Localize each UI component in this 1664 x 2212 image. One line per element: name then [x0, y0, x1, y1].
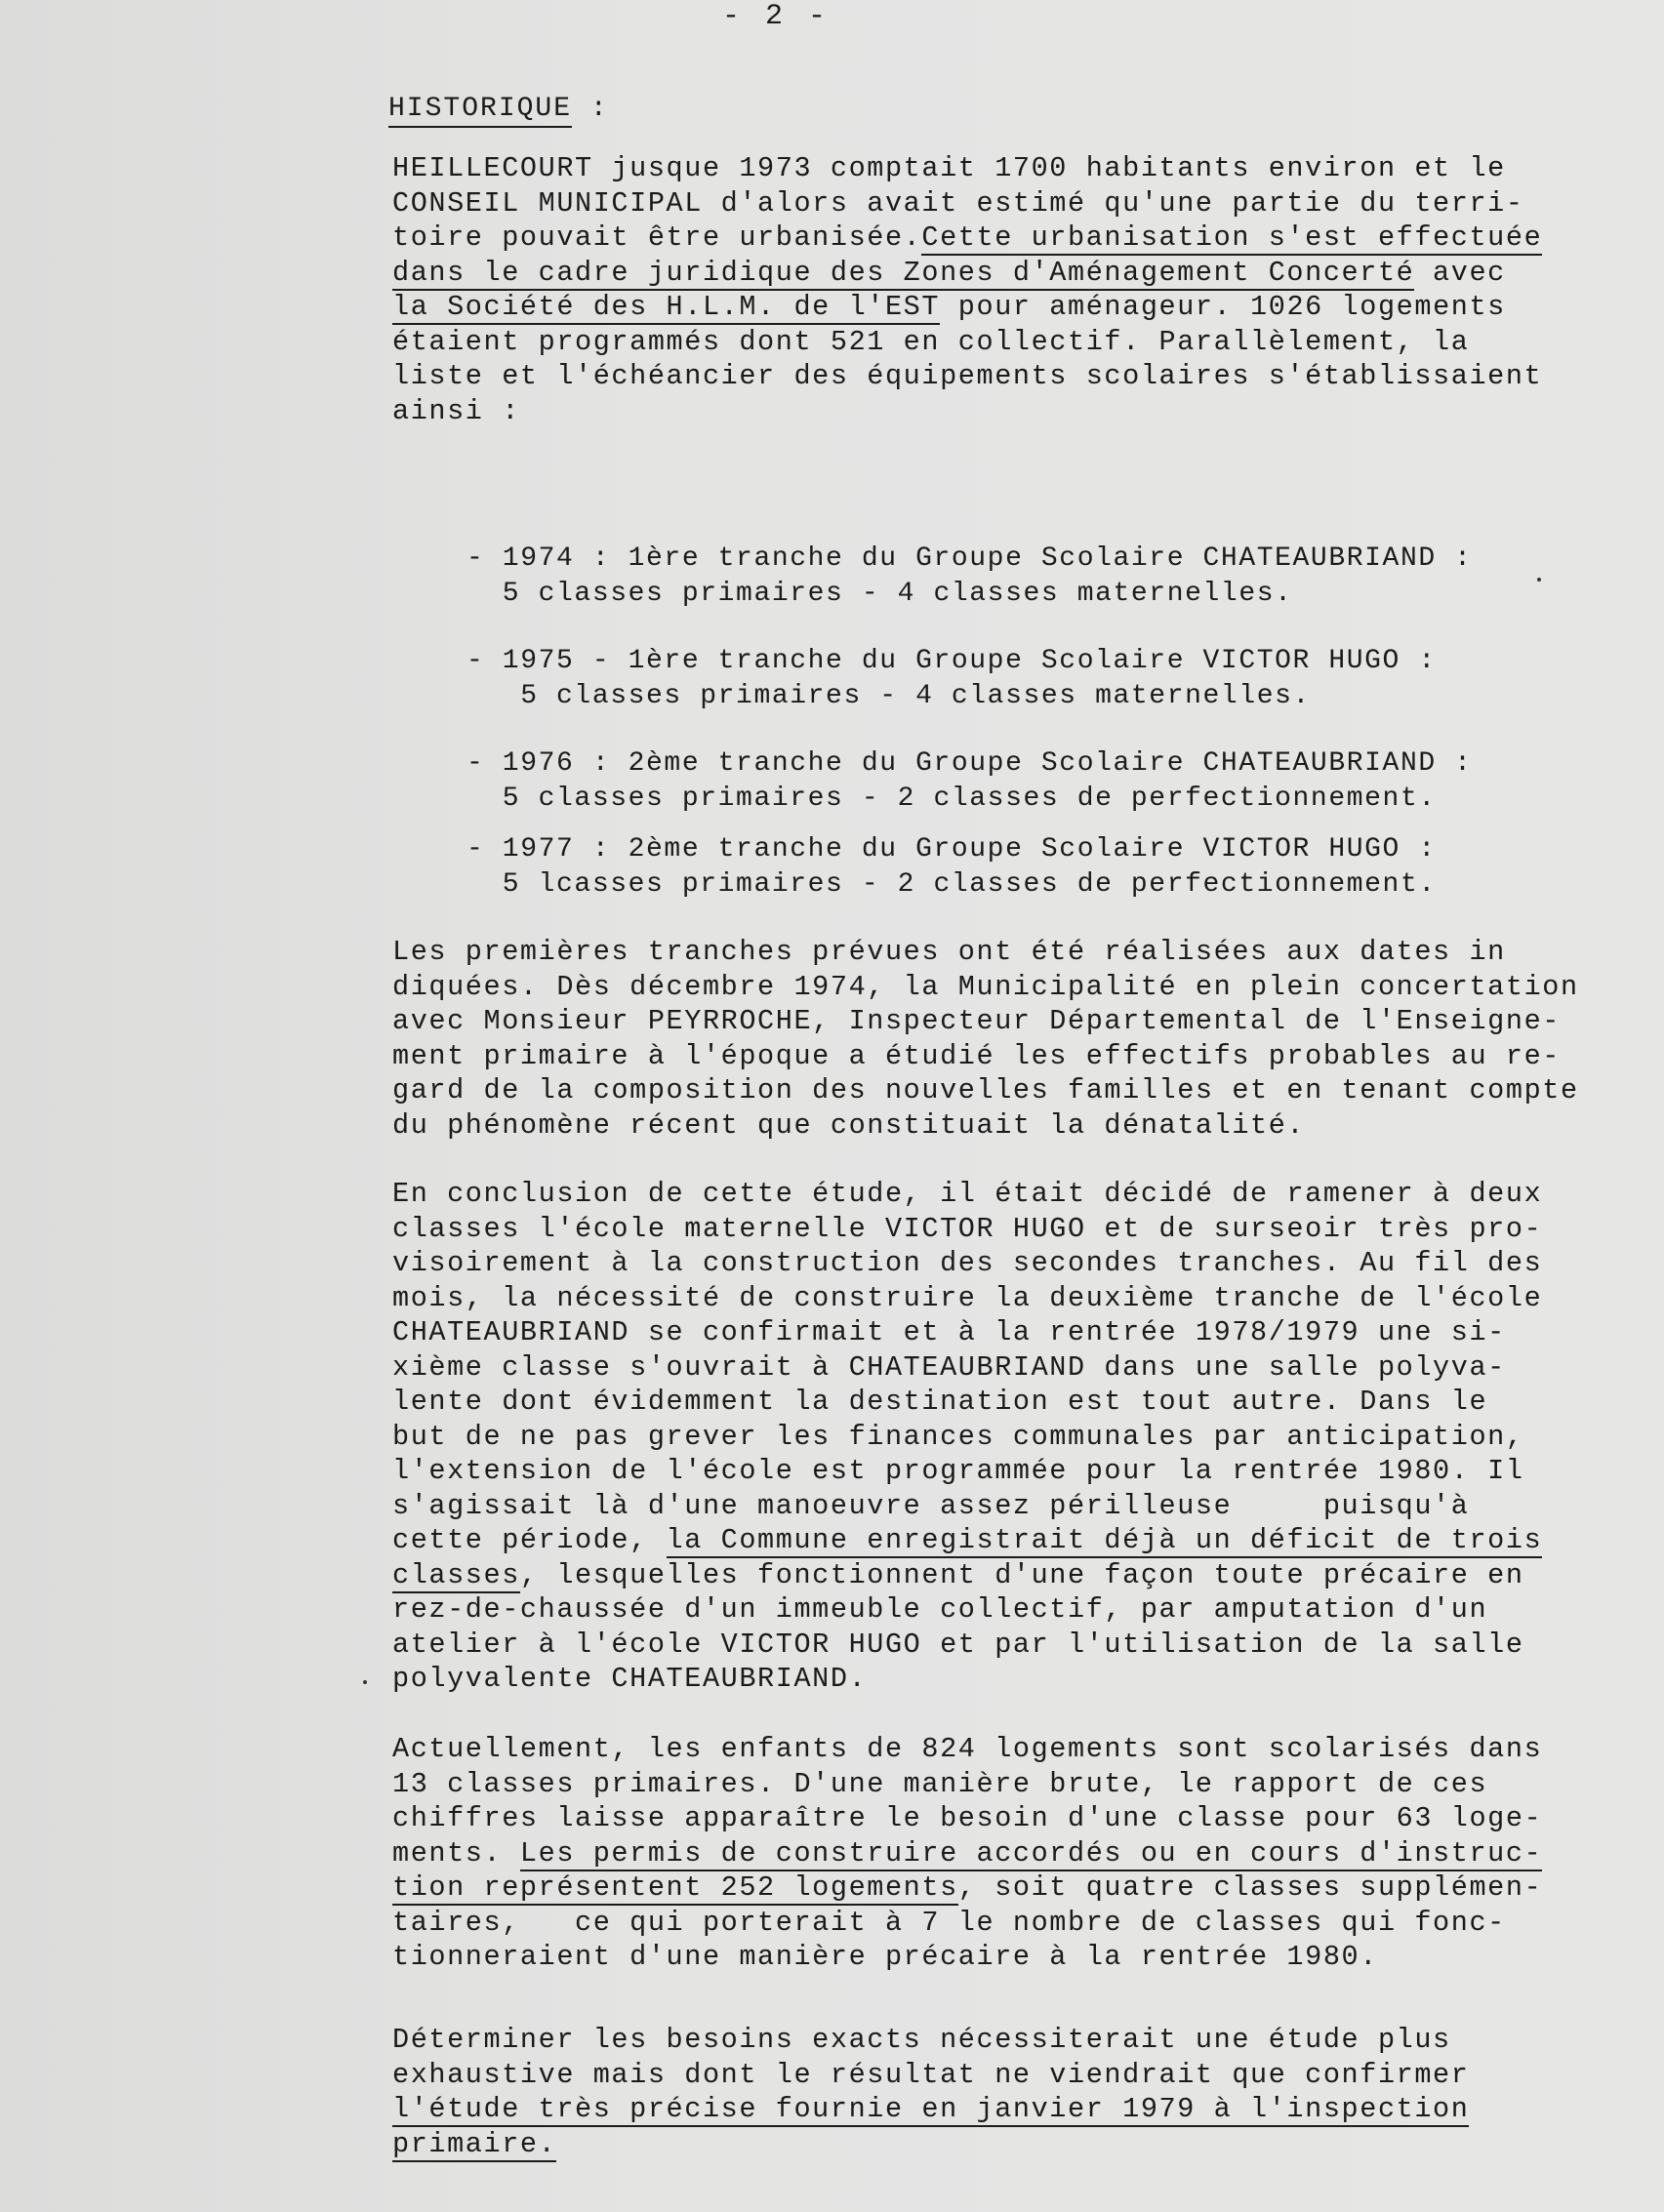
text-line: rez-de-chaussée d'un immeuble collectif, par amputation d'un: [392, 1593, 1488, 1626]
text-line: atelier à l'école VICTOR HUGO et par l'utilisation de la salle: [392, 1628, 1524, 1661]
text-segment: avec: [1414, 256, 1506, 289]
text-line: visoirement à la construction des secondes tranches. Au fil des: [392, 1247, 1543, 1279]
text-line: mois, la nécessité de construire la deuxième tranche de l'école: [392, 1281, 1543, 1314]
text-line: [392, 290, 1612, 325]
heading-text: HISTORIQUE: [388, 94, 572, 128]
text-line: l'extension de l'école est programmée pour la rentrée 1980. Il: [392, 1455, 1524, 1487]
page-number: - 2 -: [722, 0, 831, 33]
paragraph-conclusion: [392, 1177, 1612, 1697]
text-segment: , lesquelles fonctionnent d'une façon toute précaire en: [519, 1558, 1524, 1591]
text-segment: pour aménageur. 1026 logements: [940, 291, 1506, 323]
text-segment: cette période,: [392, 1524, 667, 1556]
text-line: liste et l'échéancier des équipements scolaires s'établissaient: [392, 360, 1543, 392]
text-line: lente dont évidemment la destination est tout autre. Dans le: [392, 1386, 1488, 1418]
text-line: ment primaire à l'époque a étudié les effectifs probables au re-: [392, 1039, 1561, 1072]
list-item-title: - 1974 : 1ère tranche du Groupe Scolaire CHATEAUBRIAND :: [467, 543, 1473, 574]
paragraph-current-situation: [392, 1732, 1612, 1975]
text-line: [392, 221, 1612, 256]
text-line: ainsi :: [392, 394, 520, 427]
text-line: taires, ce qui porterait à 7 le nombre de classes qui fonc-: [392, 1906, 1506, 1939]
list-item-1977: [467, 832, 1437, 903]
text-line: xième classe s'ouvrait à CHATEAUBRIAND dans une salle polyva-: [392, 1350, 1506, 1384]
underlined-text: Cette urbanisation s'est effectuée: [921, 221, 1543, 254]
text-line: chiffres laisse apparaître le besoin d'une classe pour 63 loge-: [392, 1802, 1543, 1834]
underlined-text: la Société des H.L.M. de l'EST: [392, 291, 941, 323]
text-line: [392, 1836, 1612, 1871]
text-line: but de ne pas grever les finances communales par anticipation,: [392, 1420, 1524, 1453]
underlined-text: Les permis de construire accordés ou en cours d'instruc-: [519, 1836, 1543, 1870]
text-line: du phénomène récent que constituait la dénatalité.: [392, 1108, 1306, 1142]
text-line: gard de la composition des nouvelles familles et en tenant compte: [392, 1074, 1579, 1106]
paragraph-needs: [392, 2023, 1612, 2161]
text-line: diquées. Dès décembre 1974, la Municipalité en plein concertation: [392, 970, 1579, 1003]
underlined-text: tion représentent 252 logements: [392, 1871, 958, 1904]
scan-speck: [363, 1680, 367, 1684]
text-line: En conclusion de cette étude, il était décidé de ramener à deux: [392, 1178, 1543, 1210]
text-line: Déterminer les besoins exacts nécessiterait une étude plus: [392, 2024, 1451, 2056]
text-line: [392, 1558, 1612, 1593]
text-line: classes l'école maternelle VICTOR HUGO et de surseoir très pro-: [392, 1212, 1543, 1245]
text-line: polyvalente CHATEAUBRIAND.: [392, 1663, 868, 1695]
heading-colon: :: [572, 94, 609, 124]
list-item-1975: [467, 644, 1437, 714]
text-line: Actuellement, les enfants de 824 logements sont scolarisés dans: [392, 1733, 1543, 1765]
scan-speck: [1537, 578, 1541, 582]
text-segment: toire pouvait être urbanisée.: [392, 221, 922, 254]
text-line: [392, 1870, 1612, 1906]
text-line: [392, 256, 1612, 291]
paragraph-first-tranches: [392, 935, 1612, 1143]
underlined-text: dans le cadre juridique des Zones d'Aménagement Concerté: [392, 256, 1415, 289]
underlined-text: classes: [392, 1558, 520, 1591]
text-segment: , soit quatre classes supplémen-: [957, 1871, 1543, 1904]
paragraph-history-intro: [392, 151, 1612, 428]
text-line: étaient programmés dont 521 en collectif. Parallèlement, la: [392, 325, 1470, 358]
text-line: CONSEIL MUNICIPAL d'alors avait estimé qu'une partie du terri-: [392, 186, 1524, 220]
list-item-1976: [467, 746, 1473, 817]
text-line: 13 classes primaires. D'une manière brute, le rapport de ces: [392, 1767, 1488, 1800]
underlined-text: la Commune enregistrait déjà un déficit de trois: [666, 1524, 1543, 1556]
text-line: s'agissait là d'une manoeuvre assez périlleuse puisqu'à: [392, 1489, 1470, 1522]
list-item-1974: [467, 542, 1473, 612]
text-line: HEILLECOURT jusque 1973 comptait 1700 habitants environ et le: [392, 152, 1506, 184]
text-line: tionneraient d'une manière précaire à la rentrée 1980.: [392, 1941, 1378, 1973]
text-line: exhaustive mais dont le résultat ne viendrait que confirmer: [392, 2058, 1470, 2091]
list-item-detail: 5 classes primaires - 4 classes maternelles.: [467, 681, 1311, 711]
text-line: [392, 2092, 1612, 2127]
section-heading: [388, 94, 609, 124]
list-item-detail: 5 lcasses primaires - 2 classes de perfectionnement.: [467, 869, 1437, 900]
text-line: [392, 1523, 1612, 1558]
list-item-detail: 5 classes primaires - 2 classes de perfectionnement.: [467, 784, 1437, 814]
list-item-title: - 1977 : 2ème tranche du Groupe Scolaire VICTOR HUGO :: [467, 834, 1437, 865]
text-line: avec Monsieur PEYRROCHE, Inspecteur Départemental de l'Enseigne-: [392, 1005, 1561, 1037]
underlined-text: primaire.: [392, 2127, 557, 2160]
text-line: [392, 2127, 1612, 2162]
list-item-detail: 5 classes primaires - 4 classes maternelles.: [467, 579, 1293, 609]
list-item-title: - 1976 : 2ème tranche du Groupe Scolaire CHATEAUBRIAND :: [467, 748, 1473, 779]
text-segment: ments.: [392, 1836, 520, 1870]
text-line: CHATEAUBRIAND se confirmait et à la rentrée 1978/1979 une si-: [392, 1316, 1506, 1348]
text-line: Les premières tranches prévues ont été réalisées aux dates in: [392, 936, 1506, 968]
underlined-text: l'étude très précise fournie en janvier 1979 à l'inspection: [392, 2093, 1470, 2125]
list-item-title: - 1975 - 1ère tranche du Groupe Scolaire VICTOR HUGO :: [467, 646, 1437, 676]
